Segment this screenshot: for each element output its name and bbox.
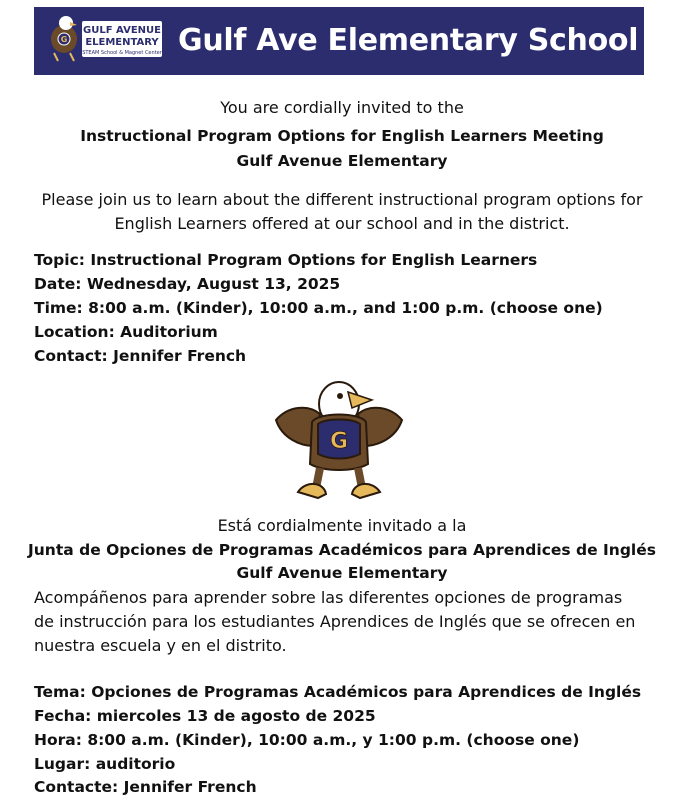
detail-time-es: Hora: 8:00 a.m. (Kinder), 10:00 a.m., y 1:00 p.m. (choose one) [34, 731, 580, 749]
detail-topic-es: Tema: Opciones de Programas Académicos para Aprendices de Inglés [34, 683, 642, 701]
detail-date: Date: Wednesday, August 13, 2025 [34, 275, 341, 293]
logo-letter: G [60, 35, 68, 44]
invite-text-es: Está cordialmente invitado a la [217, 516, 467, 535]
school-name-es: Gulf Avenue Elementary [236, 564, 448, 582]
description-line-es: Acompáñenos para aprender sobre las diferentes opciones de programas [34, 588, 623, 607]
description-line: English Learners offered at our school and in the district. [114, 214, 570, 233]
detail-date-es: Fecha: miercoles 13 de agosto de 2025 [34, 707, 376, 725]
detail-contact: Contact: Jennifer French [34, 347, 247, 365]
invite-text: You are cordially invited to the [220, 98, 464, 117]
description-line-es: nuestra escuela y en el distrito. [34, 636, 287, 655]
page-title: Gulf Ave Elementary School [178, 23, 639, 58]
detail-location: Location: Auditorium [34, 323, 218, 341]
logo-line1: GULF AVENUE [83, 25, 161, 36]
description-line-es: de instrucción para los estudiantes Aprendices de Inglés que se ofrecen en [34, 612, 636, 631]
logo-line2: ELEMENTARY [85, 37, 159, 48]
eagle-mascot-image [268, 368, 410, 510]
mascot-letter: G [329, 429, 349, 454]
school-logo [48, 13, 166, 69]
meeting-title-es: Junta de Opciones de Programas Académicos para Aprendices de Inglés [28, 541, 656, 559]
header-banner [34, 7, 644, 75]
description-line: Please join us to learn about the different instructional program options for [41, 190, 643, 209]
detail-location-es: Lugar: auditorio [34, 755, 176, 773]
detail-topic: Topic: Instructional Program Options for English Learners [34, 251, 538, 269]
logo-tagline: STEAM School & Magnet Center [82, 50, 162, 56]
school-name: Gulf Avenue Elementary [236, 152, 448, 170]
detail-contact-es: Contacte: Jennifer French [34, 778, 257, 796]
meeting-title: Instructional Program Options for English Learners Meeting [80, 127, 604, 145]
detail-time: Time: 8:00 a.m. (Kinder), 10:00 a.m., and 1:00 p.m. (choose one) [34, 299, 603, 317]
